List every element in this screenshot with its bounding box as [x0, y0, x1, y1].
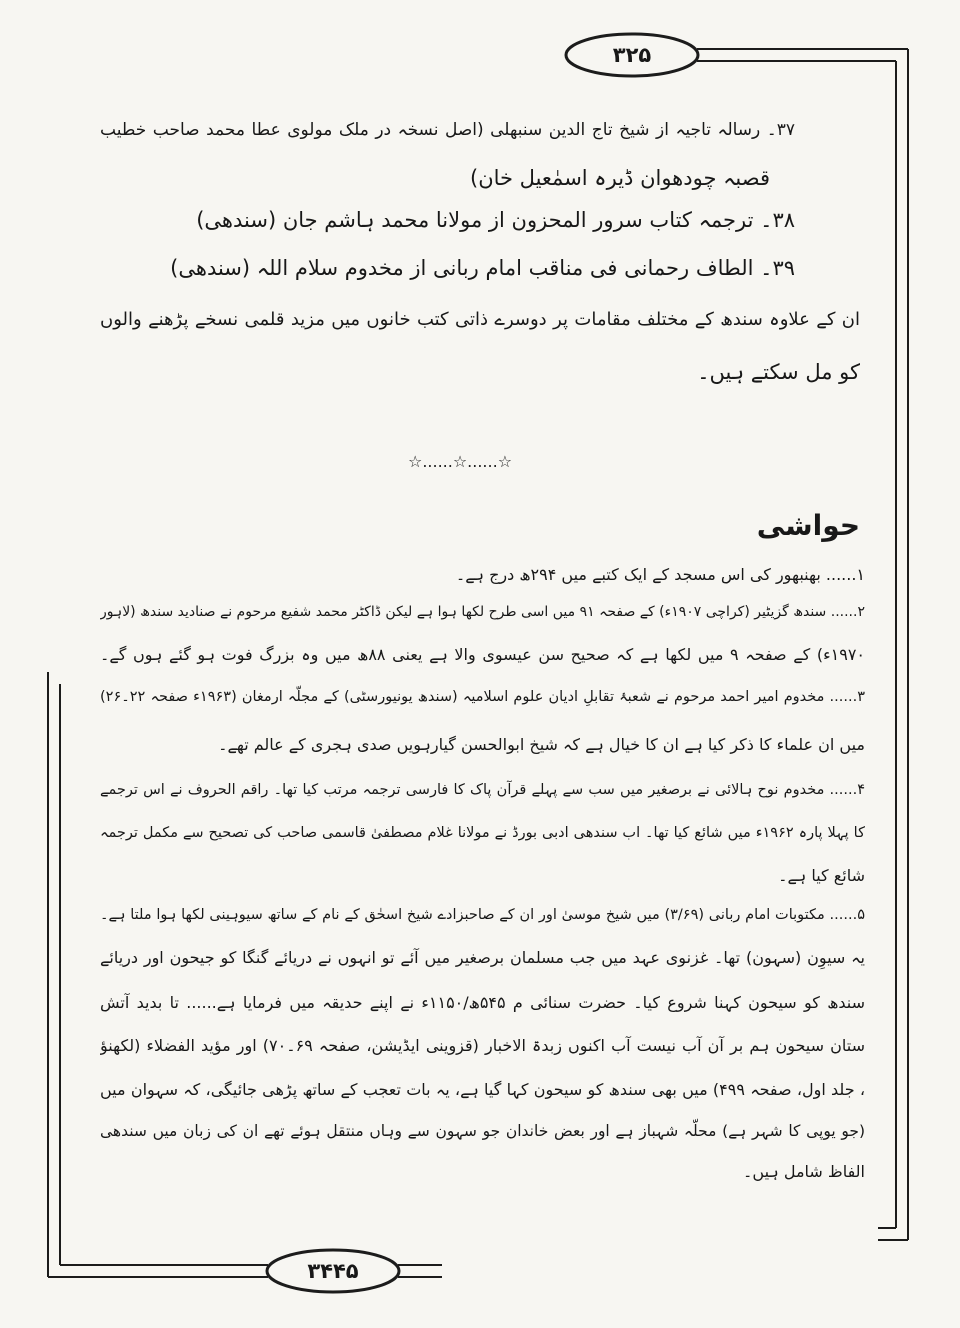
page-number-bottom: ۳۴۴۵ [307, 1259, 359, 1283]
list-item-39: ۳۹۔ الطاف رحمانی فی مناقب امام ربانی از مخدوم سلام اللہ (سندھی) [170, 256, 795, 280]
footnote-1-line-1: ۱...... بھنبھور کی اس مسجد کے ایک کتبے میں ۲۹۴ھ درج ہے۔ [455, 565, 865, 584]
closing-paragraph-line-2: کو مل سکتے ہیں۔ [697, 360, 860, 384]
footnote-3-line-2: میں ان علماء کا ذکر کیا ہے ان کا خیال ہے کہ شیخ ابوالحسن گیارہویں صدی ہجری کے عالم تھے۔ [218, 735, 865, 754]
list-item-38: ۳۸۔ ترجمہ کتاب سرور المحزون از مولانا محمد ہاشم جان (سندھی) [196, 208, 795, 232]
footnote-5-line-4: ستان سیحون ہم بر آن آب نیست آب اکنوں زبدۃ الاخبار (قزوینی ایڈیشن، صفحہ ۶۹۔۷۰) اور مؤید الفضلاء (لکھنؤ [100, 1036, 865, 1055]
footnote-5-line-7: الفاظ شامل ہیں۔ [743, 1162, 865, 1181]
footnote-4-line-3: شائع کیا ہے۔ [778, 866, 865, 885]
footnote-5-line-5: ، جلد اول، صفحہ ۴۹۹) میں بھی سندھ کو سیحون کہا گیا ہے، یہ بات تعجب کے ساتھ پڑھی جائیگی، کہ سہوان میں [100, 1080, 865, 1099]
footnote-2-line-1: ۲...... سندھ گزیٹیر (کراچی ۱۹۰۷ء) کے صفحہ ۹۱ میں اسی طرح لکھا ہوا ہے لیکن ڈاکٹر محمد شفیع مرحوم نے صنادید سندھ (لاہور [100, 604, 865, 620]
page-number-top: ۳۲۵ [612, 43, 652, 67]
list-item-37-line-2: قصبہ چودھوان ڈیرہ اسمٰعیل خان) [470, 166, 770, 190]
closing-paragraph-line-1: ان کے علاوہ سندھ کے مختلف مقامات پر دوسرے ذاتی کتب خانوں میں مزید قلمی نسخے پڑھنے والوں [100, 309, 860, 330]
footnote-4-line-1: ۴...... مخدوم نوح ہالائی نے برصغیر میں سب سے پہلے قرآن پاک کا فارسی ترجمہ مرتب کیا تھا۔ راقم الحروف نے اس ترجمے [100, 782, 865, 798]
footnote-5-line-3: سندھ کو سیحون کہنا شروع کیا۔ حضرت سنائی م ۵۴۵ھ/۱۱۵۰ء نے اپنے حدیقہ میں فرمایا ہے...... تا بدید آتش [100, 993, 865, 1012]
footnote-4-line-2: کا پہلا پارہ ۱۹۶۲ء میں شائع کیا تھا۔ اب سندھی ادبی بورڈ نے مولانا غلام مصطفیٰ قاسمی صاحب کی تصحیح سے مکمل ترجمہ [100, 825, 865, 841]
footnote-5-line-2: یہ سیوِن (سہون) تھا۔ غزنوی عہد میں جب مسلمان برصغیر میں آئے تو انہوں نے دریائے گنگا کو جیحون اور دریائے [100, 948, 865, 967]
footnotes-heading: حواشی [756, 509, 860, 542]
footnote-5-line-6: (جو یوپی کا شہر ہے) محلّہ شہباز ہے اور بعض خاندان جو سہون سے وہاں منتقل ہوئے تھے ان کی زبان میں سندھی [100, 1122, 865, 1140]
list-item-37-line-1: ۳۷۔ رسالہ تاجیہ از شیخ تاج الدین سنبھلی (اصل نسخہ در ملک مولوی عطا محمد صاحب خطیب [100, 120, 795, 140]
footnote-5-line-1: ۵...... مکتوبات امام ربانی (۳/۶۹) میں شیخ موسیٰ اور ان کے صاحبزادے شیخ اسحٰق کے نام کے ساتھ سیوہینی لکھا ہوا ملتا ہے۔ [100, 907, 865, 923]
footnote-2-line-2: ۱۹۷۰ء) کے صفحہ ۹ میں لکھا ہے کہ صحیح سن عیسوی والا ہے یعنی ۸۸ھ میں وہ بزرگ فوت ہو گئے ہوں گے۔ [100, 645, 865, 664]
footnote-3-line-1: ۳...... مخدوم امیر احمد مرحوم نے شعبۂ تقابلِ ادیان علوم اسلامیہ (سندھ یونیورسٹی) کے مجلّہ ارمغان (۱۹۶۳ء صفحہ ۲۲۔۲۶) [100, 689, 865, 705]
section-separator: ☆......☆......☆ [407, 452, 513, 471]
